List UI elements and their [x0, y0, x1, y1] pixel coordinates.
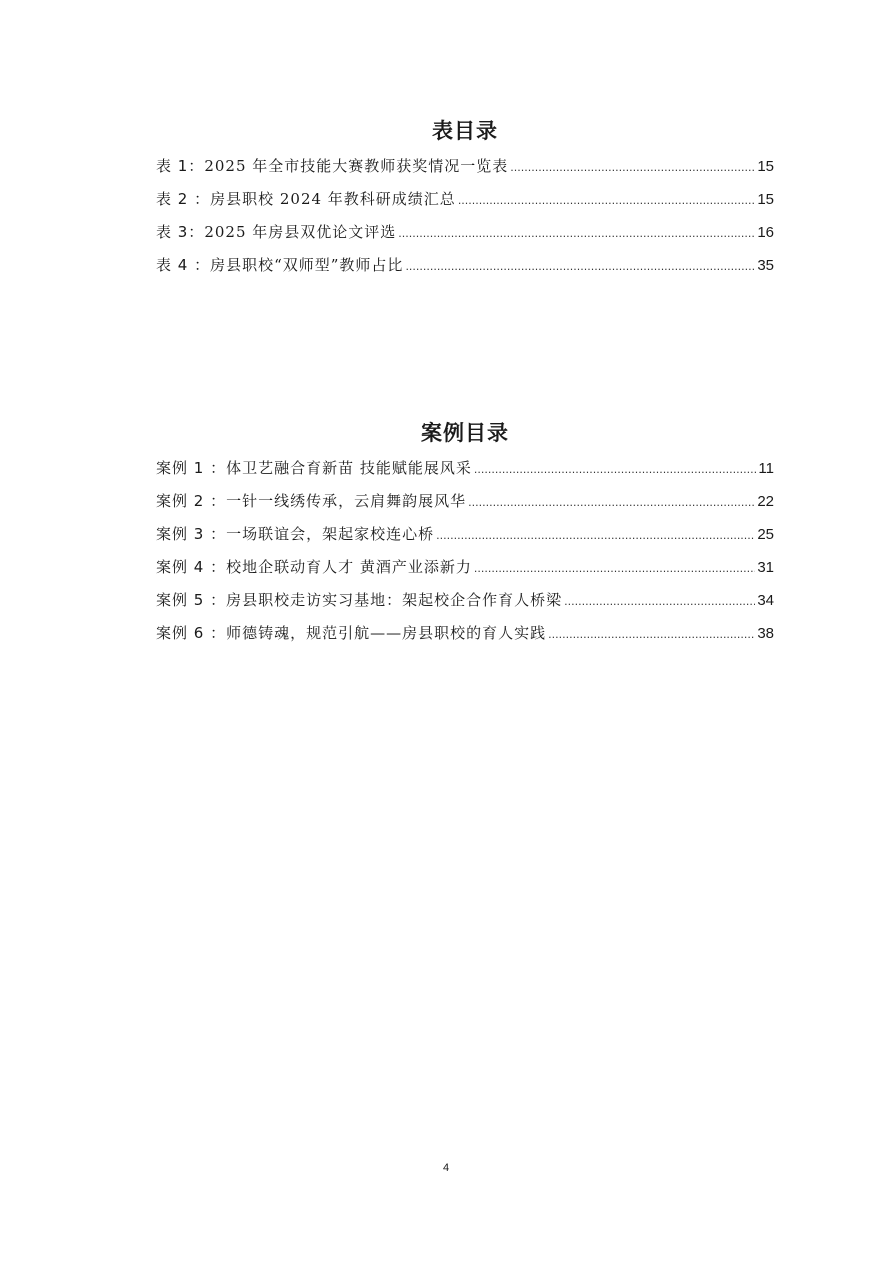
toc-entry-text: 一针一线绣传承，云肩舞韵展风华 [226, 492, 467, 510]
toc-entry-label [156, 183, 456, 216]
toc-entry-case-1[interactable] [156, 452, 774, 485]
toc-leader-dots [564, 585, 755, 618]
toc-entry-table-2[interactable] [156, 183, 774, 216]
toc-entry-page: 34 [757, 592, 774, 609]
toc-entry-case-6[interactable] [156, 617, 774, 650]
table-of-cases [156, 420, 774, 650]
toc-entry-label [156, 551, 472, 584]
toc-entry-text: 房县职校 2024 年教科研成绩汇总 [210, 190, 456, 208]
toc-leader-dots [510, 151, 755, 184]
toc-entry-table-3[interactable] [156, 216, 774, 249]
toc-entry-text: 体卫艺融合育新苗 技能赋能展风采 [226, 459, 472, 477]
cases-toc-title: 案例目录 [421, 421, 509, 445]
toc-entry-prefix: 表 3： [156, 223, 205, 241]
toc-leader-dots [474, 453, 757, 486]
toc-leader-dots [468, 486, 755, 519]
toc-entry-text: 房县职校走访实习基地：架起校企合作育人桥梁 [226, 591, 563, 609]
toc-entry-label [156, 249, 403, 282]
toc-entry-prefix: 案例 4 ： [156, 558, 227, 576]
toc-leader-dots [458, 184, 756, 217]
toc-entry-label [156, 150, 508, 183]
toc-leader-dots [474, 552, 755, 585]
toc-entry-case-5[interactable] [156, 584, 774, 617]
toc-entry-prefix: 案例 6 ： [156, 624, 227, 642]
toc-entry-label [156, 216, 396, 249]
toc-entry-text: 一场联谊会，架起家校连心桥 [226, 525, 435, 543]
toc-entry-prefix: 案例 3 ： [156, 525, 227, 543]
tables-toc-title: 表目录 [432, 119, 498, 143]
table-of-tables [156, 118, 774, 282]
toc-leader-dots [405, 250, 755, 283]
toc-entry-prefix: 表 2 ： [156, 190, 211, 208]
toc-leader-dots [436, 519, 755, 552]
toc-entry-label [156, 452, 472, 485]
cases-toc-list [156, 452, 774, 650]
toc-leader-dots [548, 618, 755, 651]
toc-entry-text: 房县职校“双师型”教师占比 [210, 256, 404, 274]
toc-entry-page: 22 [757, 493, 774, 510]
toc-entry-page: 35 [757, 257, 774, 274]
page-number: 4 [442, 1162, 450, 1174]
toc-entry-case-2[interactable] [156, 485, 774, 518]
toc-entry-label [156, 584, 562, 617]
toc-entry-label [156, 617, 546, 650]
toc-entry-page: 38 [757, 625, 774, 642]
toc-entry-page: 15 [757, 191, 774, 208]
toc-entry-table-1[interactable] [156, 150, 774, 183]
toc-entry-text: 校地企联动育人才 黄酒产业添新力 [226, 558, 472, 576]
toc-entry-case-3[interactable] [156, 518, 774, 551]
toc-entry-text: 师德铸魂，规范引航——房县职校的育人实践 [226, 624, 547, 642]
toc-entry-label [156, 518, 434, 551]
toc-entry-prefix: 案例 2 ： [156, 492, 227, 510]
tables-toc-list [156, 150, 774, 282]
toc-entry-text: 2025 年房县双优论文评选 [204, 223, 397, 241]
toc-entry-page: 16 [757, 224, 774, 241]
toc-leader-dots [398, 217, 755, 250]
toc-entry-prefix: 案例 1 ： [156, 459, 227, 477]
toc-entry-text: 2025 年全市技能大赛教师获奖情况一览表 [204, 157, 509, 175]
toc-entry-case-4[interactable] [156, 551, 774, 584]
toc-entry-page: 11 [758, 460, 774, 477]
toc-entry-page: 31 [757, 559, 774, 576]
toc-entry-table-4[interactable] [156, 249, 774, 282]
toc-entry-label [156, 485, 466, 518]
toc-entry-prefix: 案例 5 ： [156, 591, 227, 609]
toc-entry-prefix: 表 1： [156, 157, 205, 175]
toc-entry-page: 15 [757, 158, 774, 175]
toc-entry-prefix: 表 4 ： [156, 256, 211, 274]
toc-entry-page: 25 [757, 526, 774, 543]
